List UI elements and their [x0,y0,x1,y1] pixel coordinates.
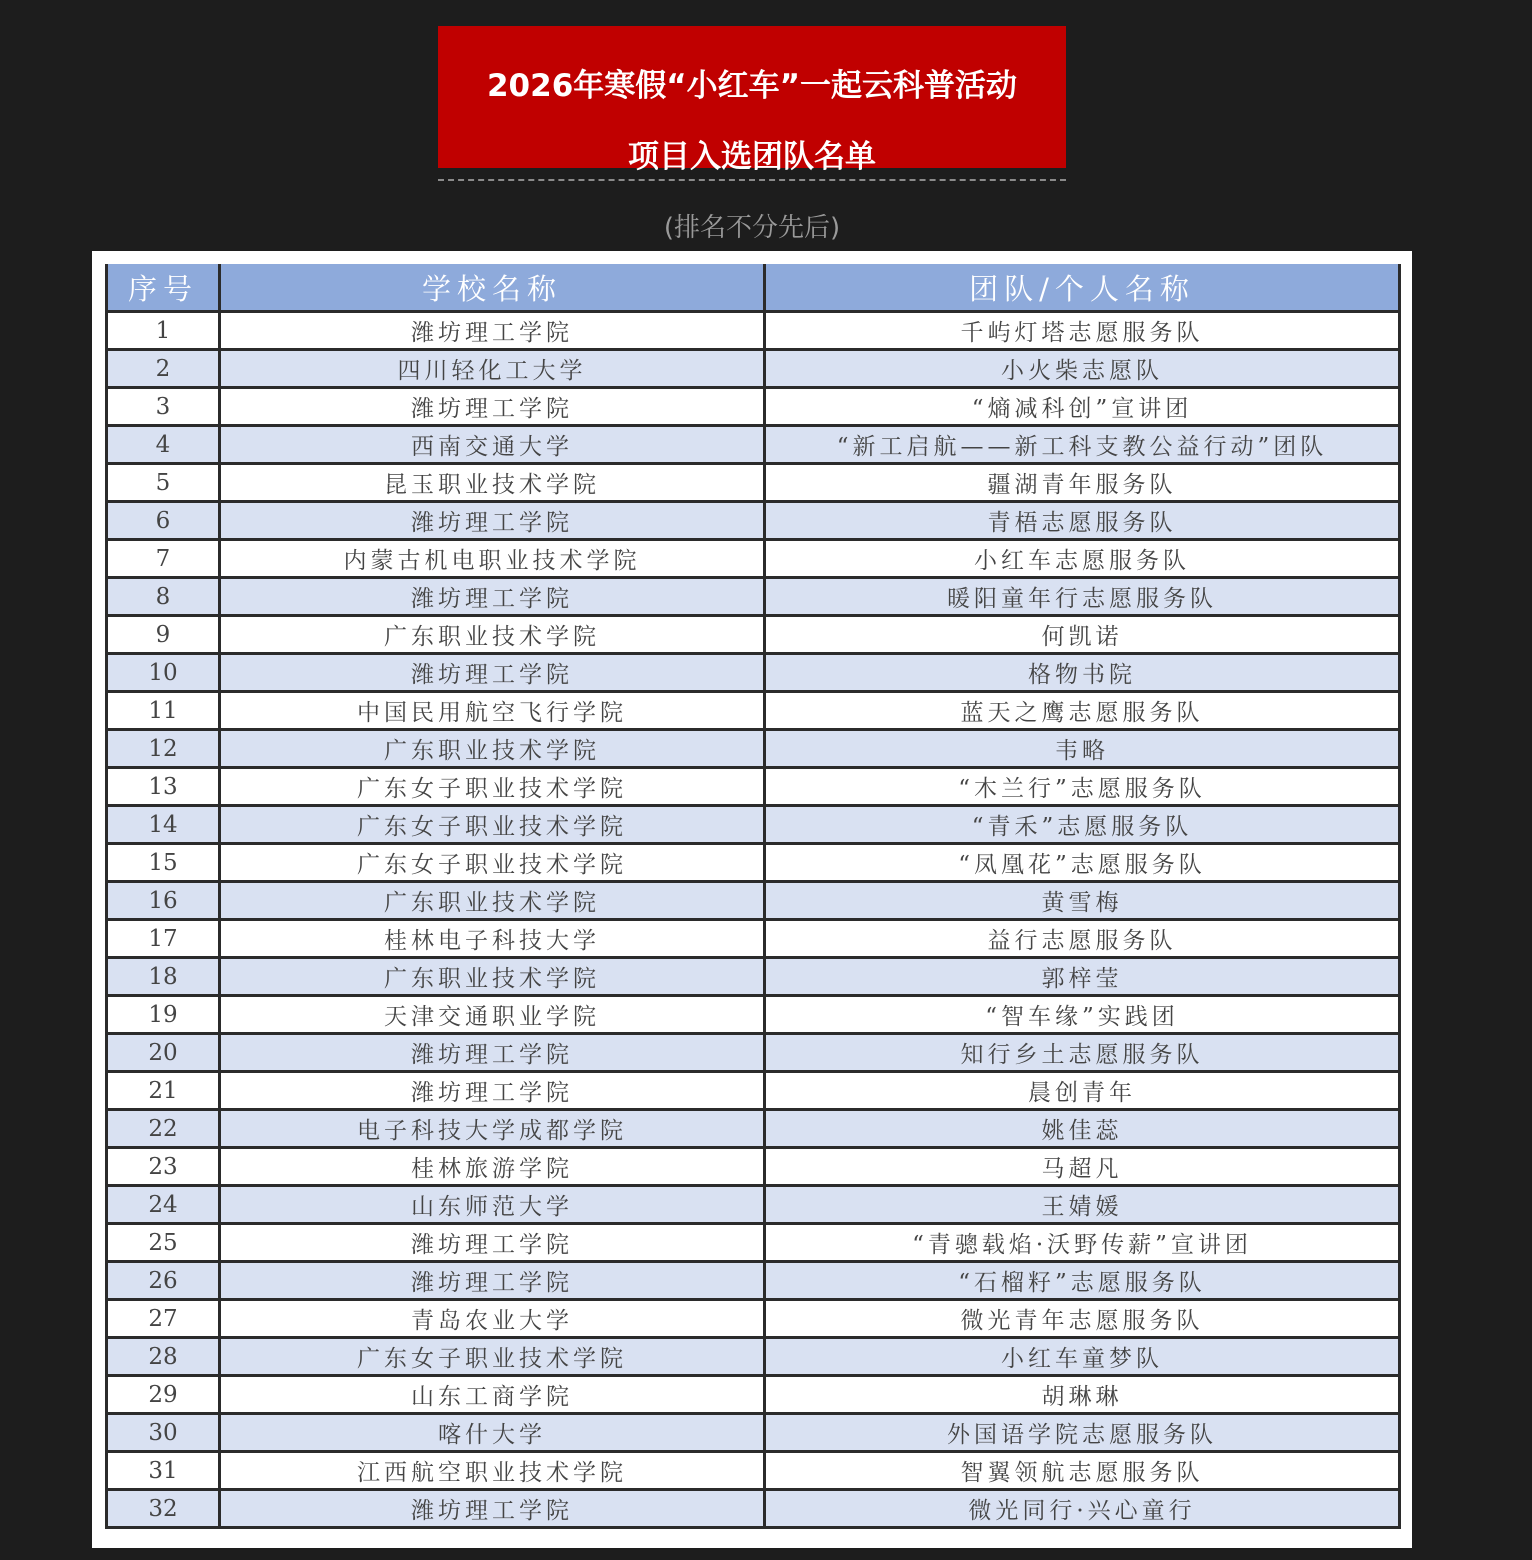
page-title: 2026年寒假“小红车”一起云科普活动 [486,68,1018,104]
school-name-cell: 昆玉职业技术学院 [220,464,765,502]
school-name-cell: 青岛农业大学 [220,1300,765,1338]
row-number-cell: 7 [107,540,220,578]
team-name-cell: 智翼领航志愿服务队 [765,1452,1400,1490]
table-row [107,844,1400,882]
table-row [107,1338,1400,1376]
row-number-cell: 1 [107,312,220,350]
row-number-cell: 22 [107,1110,220,1148]
school-name-cell: 潍坊理工学院 [220,1262,765,1300]
row-number-cell: 29 [107,1376,220,1414]
team-name-cell: 微光青年志愿服务队 [765,1300,1400,1338]
team-name-cell: 何凯诺 [765,616,1400,654]
table-row [107,1148,1400,1186]
row-number-cell: 4 [107,426,220,464]
row-number-cell: 20 [107,1034,220,1072]
school-name-cell: 山东师范大学 [220,1186,765,1224]
school-name-cell: 潍坊理工学院 [220,312,765,350]
page-subtitle-heading: 项目入选团队名单 [628,139,876,175]
row-number-cell: 15 [107,844,220,882]
title-banner [438,26,1066,175]
team-name-cell: 外国语学院志愿服务队 [765,1414,1400,1452]
team-name-cell: “木兰行”志愿服务队 [765,768,1400,806]
team-name-cell: “青禾”志愿服务队 [765,806,1400,844]
team-name-cell: “青骢载焰·沃野传薪”宣讲团 [765,1224,1400,1262]
team-name-cell: 小火柴志愿队 [765,350,1400,388]
table-row [107,1300,1400,1338]
school-name-cell: 桂林电子科技大学 [220,920,765,958]
table-header-row [107,264,1400,312]
document-sheet [92,251,1412,1548]
team-name-cell: “石榴籽”志愿服务队 [765,1262,1400,1300]
school-name-cell: 喀什大学 [220,1414,765,1452]
school-name-cell: 电子科技大学成都学院 [220,1110,765,1148]
school-name-cell: 广东职业技术学院 [220,616,765,654]
table-row [107,1224,1400,1262]
school-name-cell: 潍坊理工学院 [220,1224,765,1262]
row-number-cell: 21 [107,1072,220,1110]
column-header-team: 团队/个人名称 [765,264,1400,312]
table-row [107,654,1400,692]
school-name-cell: 潍坊理工学院 [220,578,765,616]
row-number-cell: 3 [107,388,220,426]
table-row [107,1414,1400,1452]
team-name-cell: 蓝天之鹰志愿服务队 [765,692,1400,730]
school-name-cell: 中国民用航空飞行学院 [220,692,765,730]
row-number-cell: 19 [107,996,220,1034]
table-row [107,1072,1400,1110]
table-row [107,388,1400,426]
row-number-cell: 5 [107,464,220,502]
team-name-cell: 小红车童梦队 [765,1338,1400,1376]
school-name-cell: 江西航空职业技术学院 [220,1452,765,1490]
school-name-cell: 潍坊理工学院 [220,654,765,692]
team-name-cell: “凤凰花”志愿服务队 [765,844,1400,882]
team-name-cell: 韦略 [765,730,1400,768]
row-number-cell: 13 [107,768,220,806]
row-number-cell: 28 [107,1338,220,1376]
row-number-cell: 32 [107,1490,220,1528]
row-number-cell: 26 [107,1262,220,1300]
row-number-cell: 10 [107,654,220,692]
table-row [107,1490,1400,1528]
school-name-cell: 潍坊理工学院 [220,1490,765,1528]
school-name-cell: 四川轻化工大学 [220,350,765,388]
table-row [107,350,1400,388]
school-name-cell: 广东女子职业技术学院 [220,844,765,882]
school-name-cell: 潍坊理工学院 [220,502,765,540]
school-name-cell: 天津交通职业学院 [220,996,765,1034]
table-body [107,312,1400,1528]
team-name-cell: 姚佳蕊 [765,1110,1400,1148]
team-name-cell: 胡琳琳 [765,1376,1400,1414]
team-name-cell: 疆湖青年服务队 [765,464,1400,502]
table-row [107,768,1400,806]
school-name-cell: 广东女子职业技术学院 [220,768,765,806]
table-row [107,1262,1400,1300]
row-number-cell: 2 [107,350,220,388]
table-row [107,578,1400,616]
row-number-cell: 12 [107,730,220,768]
school-name-cell: 广东女子职业技术学院 [220,1338,765,1376]
team-name-cell: 微光同行·兴心童行 [765,1490,1400,1528]
school-name-cell: 广东职业技术学院 [220,882,765,920]
team-name-cell: 小红车志愿服务队 [765,540,1400,578]
column-header-number: 序号 [107,264,220,312]
table-row [107,958,1400,996]
row-number-cell: 11 [107,692,220,730]
row-number-cell: 23 [107,1148,220,1186]
table-row [107,464,1400,502]
row-number-cell: 6 [107,502,220,540]
team-name-cell: 千屿灯塔志愿服务队 [765,312,1400,350]
team-name-cell: “新工启航——新工科支教公益行动”团队 [765,426,1400,464]
row-number-cell: 27 [107,1300,220,1338]
team-name-cell: 黄雪梅 [765,882,1400,920]
row-number-cell: 31 [107,1452,220,1490]
table-row [107,1452,1400,1490]
team-name-cell: 青梧志愿服务队 [765,502,1400,540]
team-name-cell: 郭梓莹 [765,958,1400,996]
table-row [107,882,1400,920]
team-name-cell: 益行志愿服务队 [765,920,1400,958]
table-row [107,692,1400,730]
school-name-cell: 广东职业技术学院 [220,730,765,768]
school-name-cell: 西南交通大学 [220,426,765,464]
table-row [107,806,1400,844]
table-row [107,1186,1400,1224]
table-row [107,1034,1400,1072]
row-number-cell: 8 [107,578,220,616]
school-name-cell: 桂林旅游学院 [220,1148,765,1186]
team-name-cell: “熵减科创”宣讲团 [765,388,1400,426]
school-name-cell: 广东职业技术学院 [220,958,765,996]
school-name-cell: 潍坊理工学院 [220,1072,765,1110]
row-number-cell: 9 [107,616,220,654]
table-row [107,730,1400,768]
row-number-cell: 24 [107,1186,220,1224]
table-row [107,1110,1400,1148]
team-name-cell: 暖阳童年行志愿服务队 [765,578,1400,616]
school-name-cell: 内蒙古机电职业技术学院 [220,540,765,578]
row-number-cell: 17 [107,920,220,958]
team-name-cell: “智车缘”实践团 [765,996,1400,1034]
school-name-cell: 潍坊理工学院 [220,1034,765,1072]
ranking-note: (排名不分先后) [663,213,841,243]
team-name-cell: 马超凡 [765,1148,1400,1186]
row-number-cell: 18 [107,958,220,996]
table-row [107,616,1400,654]
row-number-cell: 14 [107,806,220,844]
row-number-cell: 25 [107,1224,220,1262]
table-row [107,1376,1400,1414]
table-row [107,426,1400,464]
row-number-cell: 30 [107,1414,220,1452]
row-number-cell: 16 [107,882,220,920]
team-name-cell: 晨创青年 [765,1072,1400,1110]
team-name-cell: 格物书院 [765,654,1400,692]
team-name-cell: 王婧媛 [765,1186,1400,1224]
school-name-cell: 广东女子职业技术学院 [220,806,765,844]
team-name-cell: 知行乡土志愿服务队 [765,1034,1400,1072]
column-header-school: 学校名称 [220,264,765,312]
selection-table [105,264,1401,1529]
school-name-cell: 潍坊理工学院 [220,388,765,426]
table-row [107,996,1400,1034]
table-row [107,312,1400,350]
school-name-cell: 山东工商学院 [220,1376,765,1414]
table-row [107,502,1400,540]
dashed-divider [438,179,1066,181]
table-row [107,920,1400,958]
table-row [107,540,1400,578]
